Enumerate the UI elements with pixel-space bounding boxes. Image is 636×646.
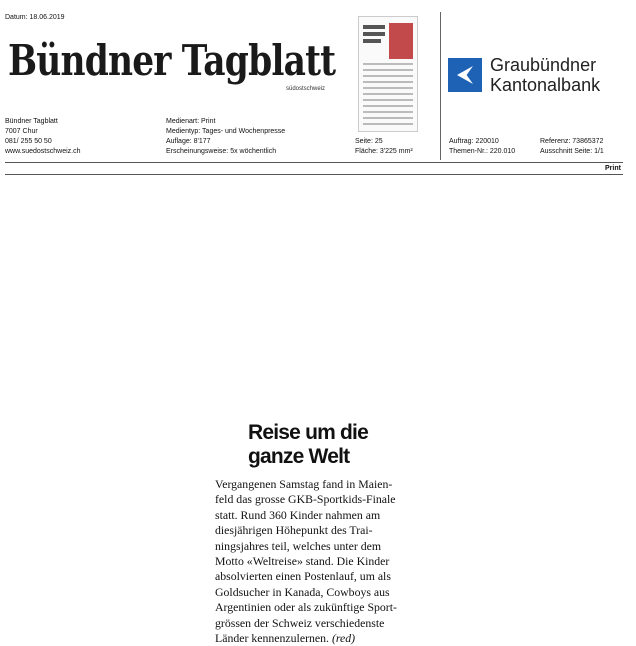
order-info (449, 137, 515, 157)
article-line: ningsjahres teil, welches unter dem (215, 538, 382, 553)
media-typ: Medientyp: Tages- und Wochenpresse (166, 128, 286, 135)
masthead-subtitle: südostschweiz (286, 86, 326, 92)
bank-logo-icon (448, 58, 482, 92)
media-art: Medienart: Print (166, 118, 216, 125)
article-line: Goldsucher in Kanada, Cowboys aus (215, 584, 390, 599)
article-line: Argentinien oder als zukünftige Sport- (215, 600, 397, 615)
article-line: statt. Rund 360 Kinder nahmen am (215, 507, 381, 522)
publication-info (5, 117, 80, 157)
page-number: Seite: 25 (355, 138, 383, 145)
media-info (166, 117, 285, 157)
header-rule (5, 162, 623, 163)
document-date: Datum: 18.06.2019 (5, 14, 65, 21)
masthead-text: Bündner Tagblatt (8, 36, 336, 85)
article-line: Vergangenen Samstag fand in Maien- (215, 477, 393, 491)
article-line: absolvierten einen Postenlauf, um als (215, 569, 391, 584)
print-label: Print (605, 165, 621, 172)
client-name-line2: Kantonalbank (490, 75, 601, 95)
article-title-line2: ganze Welt (248, 445, 350, 468)
topic-number: Themen-Nr.: 220.010 (449, 148, 516, 155)
article-line: feld das grosse GKB-Sportkids-Finale (215, 492, 396, 507)
client-name-line1: Graubündner (490, 55, 597, 75)
vertical-divider (440, 12, 441, 160)
order-number: Auftrag: 220010 (449, 138, 499, 145)
article-last-text: Länder kennenzulernen. (215, 631, 329, 646)
article-title-line1: Reise um die (248, 421, 368, 444)
page-thumbnail (358, 16, 418, 132)
media-auflage: Auflage: 8'177 (166, 138, 211, 145)
article-last-line (215, 631, 411, 646)
article-body (215, 477, 411, 646)
article-title (248, 421, 448, 469)
publication-name: Bündner Tagblatt (5, 118, 58, 125)
media-erscheinung: Erscheinungsweise: 5x wöchentlich (166, 148, 277, 155)
page-area: Fläche: 3'225 mm² (355, 148, 413, 155)
reference-info (540, 137, 604, 157)
header-rule-bottom (5, 174, 623, 175)
publication-web: www.suedostschweiz.ch (5, 148, 81, 155)
clipping-page: Ausschnitt Seite: 1/1 (540, 148, 604, 155)
publication-city: 7007 Chur (5, 128, 38, 135)
thumbnail-photo (389, 23, 413, 59)
page-info (355, 137, 413, 157)
article-credit: (red) (331, 631, 356, 646)
reference-number: Referenz: 73865372 (540, 138, 604, 145)
client-name (490, 55, 600, 95)
article-line: grössen der Schweiz verschiedenste (215, 615, 385, 630)
publication-phone: 081/ 255 50 50 (5, 138, 52, 145)
article-line: Motto «Weltreise» stand. Die Kinder (215, 554, 390, 569)
article-line: diesjährigen Höhepunkt des Trai- (215, 523, 373, 538)
